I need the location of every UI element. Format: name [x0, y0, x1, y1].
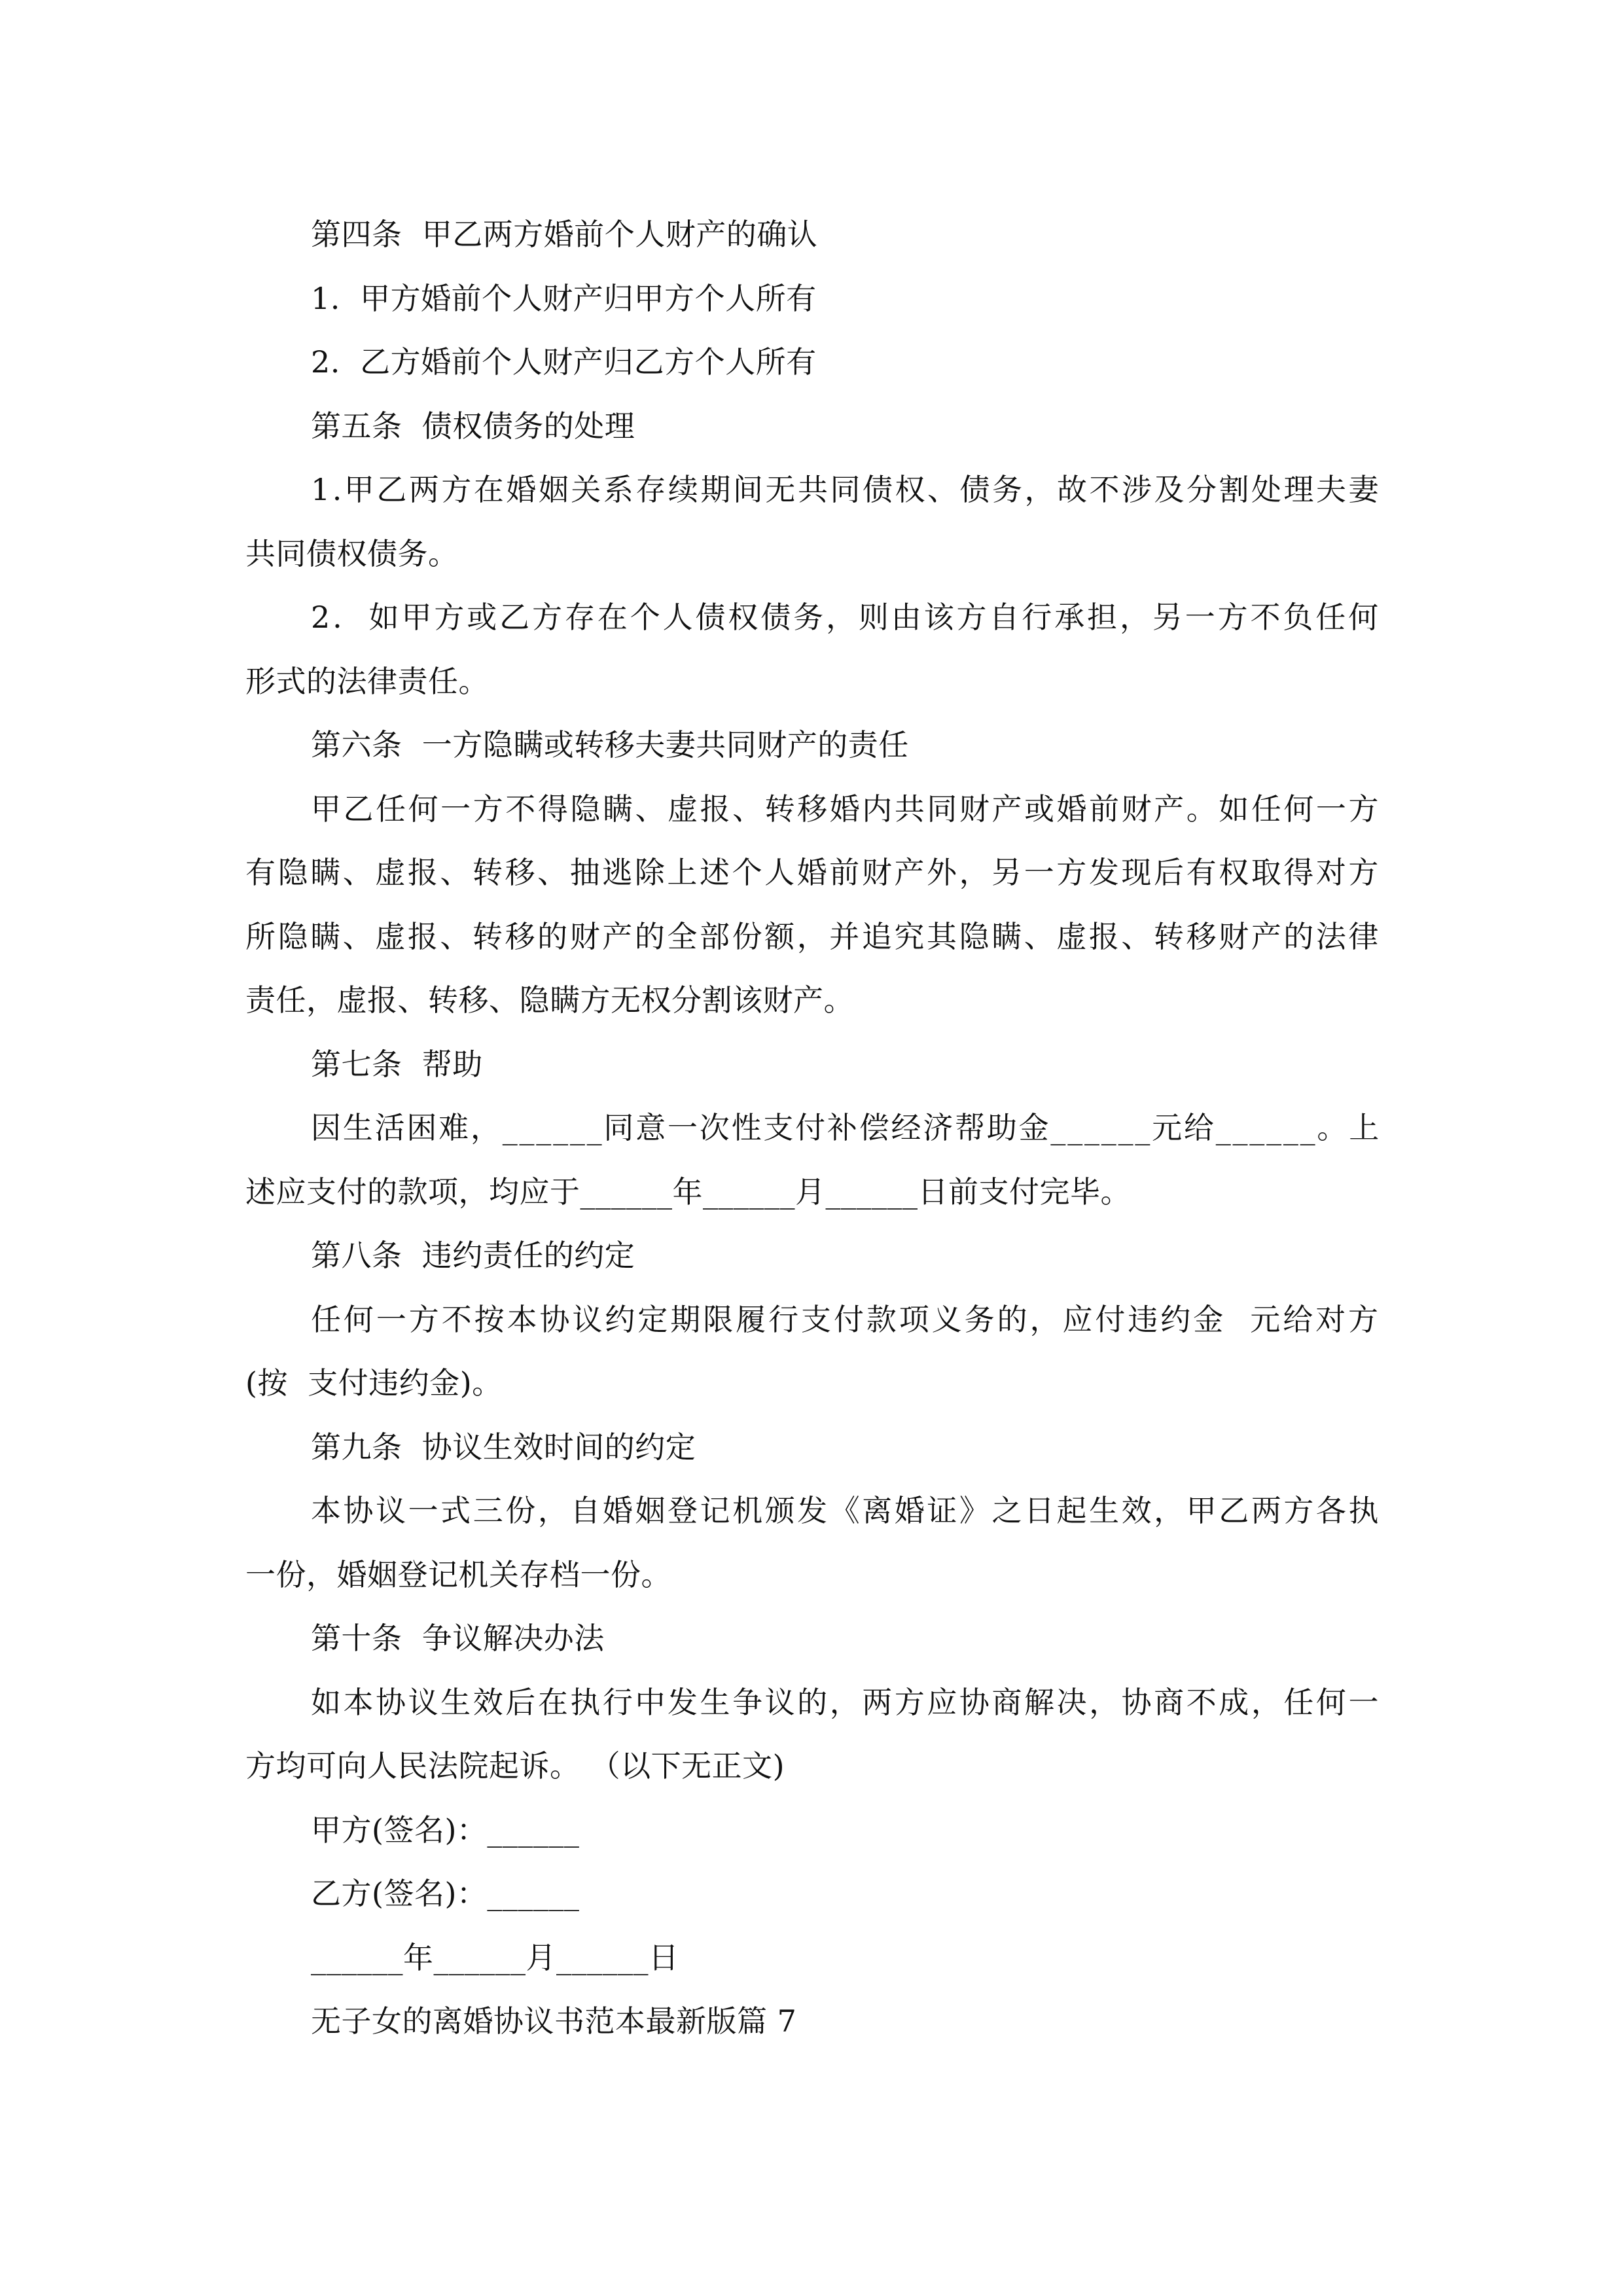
- document-line: 第五条 债权债务的处理: [311, 408, 635, 444]
- document-line: 甲乙任何一方不得隐瞒、虚报、转移婚内共同财产或婚前财产。如任何一方: [311, 791, 1381, 827]
- document-line: 本协议一式三份，自婚姻登记机颁发《离婚证》之日起生效，甲乙两方各执: [311, 1493, 1381, 1528]
- document-line: 第九条 协议生效时间的约定: [311, 1429, 696, 1465]
- document-line: 共同债权债务。: [245, 535, 459, 571]
- document-line: 第七条 帮助: [311, 1046, 483, 1082]
- document-line: 如本协议生效后在执行中发生争议的，两方应协商解决，协商不成，任何一: [311, 1684, 1381, 1720]
- document-line: (按 支付违约金)。: [245, 1365, 503, 1401]
- document-line: 第八条 违约责任的约定: [311, 1238, 635, 1273]
- document-line: 第四条 甲乙两方婚前个人财产的确认: [311, 217, 818, 252]
- document-line: 方均可向人民法院起诉。 （以下无正文): [245, 1748, 785, 1784]
- document-line: 形式的法律责任。: [245, 663, 489, 699]
- document-line: 一份，婚姻登记机关存档一份。: [245, 1556, 671, 1592]
- document-line: 有隐瞒、虚报、转移、抽逃除上述个人婚前财产外，另一方发现后有权取得对方: [245, 855, 1381, 890]
- document-body: [245, 203, 1381, 2054]
- document-line: 1.甲乙两方在婚姻关系存续期间无共同债权、债务，故不涉及分割处理夫妻: [311, 472, 1381, 507]
- document-line: 所隐瞒、虚报、转移的财产的全部份额，并追究其隐瞒、虚报、转移财产的法律: [245, 918, 1381, 954]
- document-line: 2. 乙方婚前个人财产归乙方个人所有: [311, 344, 817, 380]
- document-line: 2. 如甲方或乙方存在个人债权债务，则由该方自行承担，另一方不负任何: [311, 600, 1381, 635]
- document-line: 乙方(签名)：______: [311, 1876, 580, 1911]
- document-line: 述应支付的款项，均应于______年______月______日前支付完毕。: [245, 1174, 1131, 1210]
- document-line: ______年______月______日: [311, 1939, 679, 1975]
- document-line: 1. 甲方婚前个人财产归甲方个人所有: [311, 280, 817, 316]
- document-line: 第六条 一方隐瞒或转移夫妻共同财产的责任: [311, 727, 909, 762]
- document-line: 因生活困难，______同意一次性支付补偿经济帮助金______元给______。上: [311, 1110, 1381, 1145]
- document-line: 责任，虚报、转移、隐瞒方无权分割该财产。: [245, 982, 854, 1018]
- document-line: 第十条 争议解决办法: [311, 1621, 605, 1656]
- document-line: 甲方(签名)：______: [311, 1812, 580, 1848]
- document-line: 任何一方不按本协议约定期限履行支付款项义务的，应付违约金 元给对方: [311, 1301, 1381, 1337]
- document-line: 无子女的离婚协议书范本最新版篇 7: [311, 2003, 797, 2039]
